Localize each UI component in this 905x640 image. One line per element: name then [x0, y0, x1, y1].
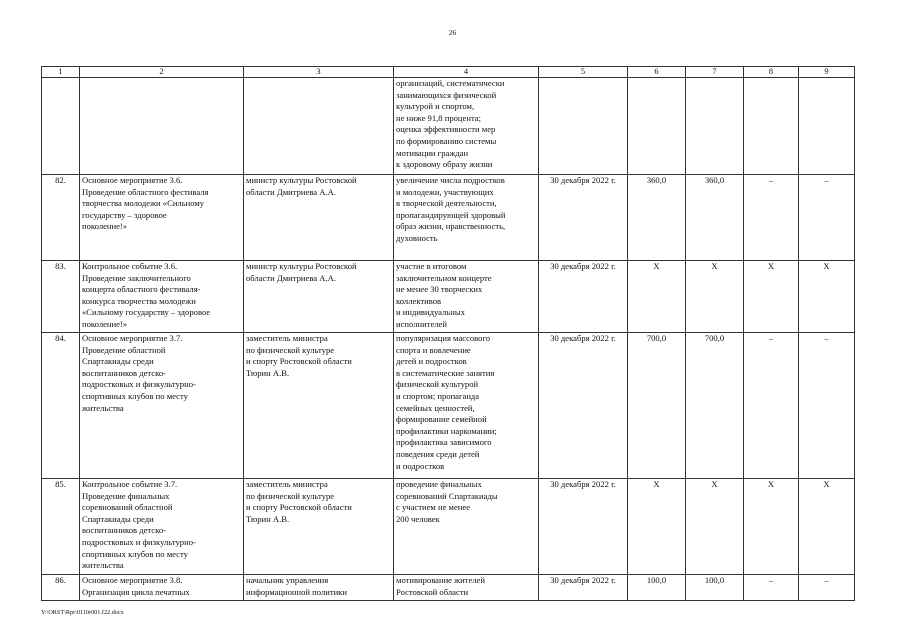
row-number-cell: 85.	[42, 479, 80, 575]
value-cell: X	[686, 261, 744, 333]
column-header: 2	[80, 67, 244, 78]
row-number-cell: 86.	[42, 575, 80, 601]
result-cell: проведение финальных соревнований Спартакиады с участием не менее 200 человек	[394, 479, 539, 575]
result-cell: увеличение числа подростков и молодежи, участвующих в творческой деятельности, пропагандирующей здоровый образ жизни, нравственность, духовность	[394, 175, 539, 261]
date-cell: 30 декабря 2022 г.	[539, 175, 628, 261]
value-cell: –	[799, 175, 855, 261]
column-header: 6	[628, 67, 686, 78]
responsible-cell: заместитель министра по физической культуре и спорту Ростовской области Тюрин А.В.	[244, 479, 394, 575]
event-cell: Контрольное событие 3.6. Проведение заключительного концерта областного фестиваля- конкурса творчества молодежи «Сильному государству – здоровое поколение!»	[80, 261, 244, 333]
value-cell: 360,0	[628, 175, 686, 261]
responsible-cell	[244, 78, 394, 175]
column-header: 9	[799, 67, 855, 78]
event-cell	[80, 78, 244, 175]
result-cell: мотивирование жителей Ростовской области	[394, 575, 539, 601]
responsible-cell: министр культуры Ростовской области Дмитриева А.А.	[244, 261, 394, 333]
value-cell	[686, 78, 744, 175]
row-number-cell: 84.	[42, 333, 80, 479]
value-cell: 360,0	[686, 175, 744, 261]
table-row	[42, 261, 855, 333]
row-number-cell: 82.	[42, 175, 80, 261]
page-number: 26	[448, 28, 457, 37]
value-cell: 700,0	[628, 333, 686, 479]
value-cell: X	[628, 261, 686, 333]
date-cell: 30 декабря 2022 г.	[539, 575, 628, 601]
table-row	[42, 333, 855, 479]
value-cell	[628, 78, 686, 175]
responsible-cell: заместитель министра по физической культуре и спорту Ростовской области Тюрин А.В.	[244, 333, 394, 479]
value-cell: –	[744, 575, 799, 601]
value-cell: X	[628, 479, 686, 575]
table-row	[42, 78, 855, 175]
event-cell: Основное мероприятие 3.8. Организация цикла печатных	[80, 575, 244, 601]
value-cell: –	[799, 333, 855, 479]
column-header: 5	[539, 67, 628, 78]
table-row	[42, 575, 855, 601]
value-cell: –	[744, 333, 799, 479]
value-cell	[799, 78, 855, 175]
row-number-cell	[42, 78, 80, 175]
value-cell: X	[744, 479, 799, 575]
result-cell: организаций, систематически занимающихся физической культурой и спортом, не ниже 91,8 процента; оценка эффективности мер по формированию системы мотивации граждан к здоровому образу жизни	[394, 78, 539, 175]
date-cell: 30 декабря 2022 г.	[539, 479, 628, 575]
column-header: 3	[244, 67, 394, 78]
value-cell	[744, 78, 799, 175]
value-cell: X	[744, 261, 799, 333]
column-header: 7	[686, 67, 744, 78]
event-cell: Контрольное событие 3.7. Проведение финальных соревнований областной Спартакиады среди воспитанников детско- подростковых и физкультурно- спортивных клубов по месту жительства	[80, 479, 244, 575]
date-cell: 30 декабря 2022 г.	[539, 333, 628, 479]
value-cell: –	[744, 175, 799, 261]
result-cell: участие в итоговом заключительном концерте не менее 30 творческих коллективов и индивидуальных исполнителей	[394, 261, 539, 333]
event-cell: Основное мероприятие 3.7. Проведение областной Спартакиады среди воспитанников детско- подростковых и физкультурно- спортивных клубов по месту жительства	[80, 333, 244, 479]
responsible-cell: начальник управления информационной политики	[244, 575, 394, 601]
value-cell: 100,0	[628, 575, 686, 601]
result-cell: популяризация массового спорта и вовлечение детей и подростков в систематические занятия физической культурой и спортом; пропаганда семейных ценностей, формирование семейной профилактики наркомании; профилактика зависимого поведения среди детей и подростков	[394, 333, 539, 479]
date-cell	[539, 78, 628, 175]
column-header: 1	[42, 67, 80, 78]
date-cell: 30 декабря 2022 г.	[539, 261, 628, 333]
column-header: 4	[394, 67, 539, 78]
value-cell: 700,0	[686, 333, 744, 479]
table-row	[42, 175, 855, 261]
value-cell: 100,0	[686, 575, 744, 601]
table-row	[42, 479, 855, 575]
plan-table	[41, 66, 855, 601]
value-cell: X	[799, 261, 855, 333]
column-number-row	[42, 67, 855, 78]
value-cell: X	[686, 479, 744, 575]
row-number-cell: 83.	[42, 261, 80, 333]
event-cell: Основное мероприятие 3.6. Проведение областного фестиваля творчества молодежи «Сильному государству – здоровое поколение!»	[80, 175, 244, 261]
value-cell: X	[799, 479, 855, 575]
column-header: 8	[744, 67, 799, 78]
value-cell: –	[799, 575, 855, 601]
footer-file-path: Y:\ORST\Rpr\0110r001.f22.docx	[41, 609, 124, 616]
responsible-cell: министр культуры Ростовской области Дмитриева А.А.	[244, 175, 394, 261]
